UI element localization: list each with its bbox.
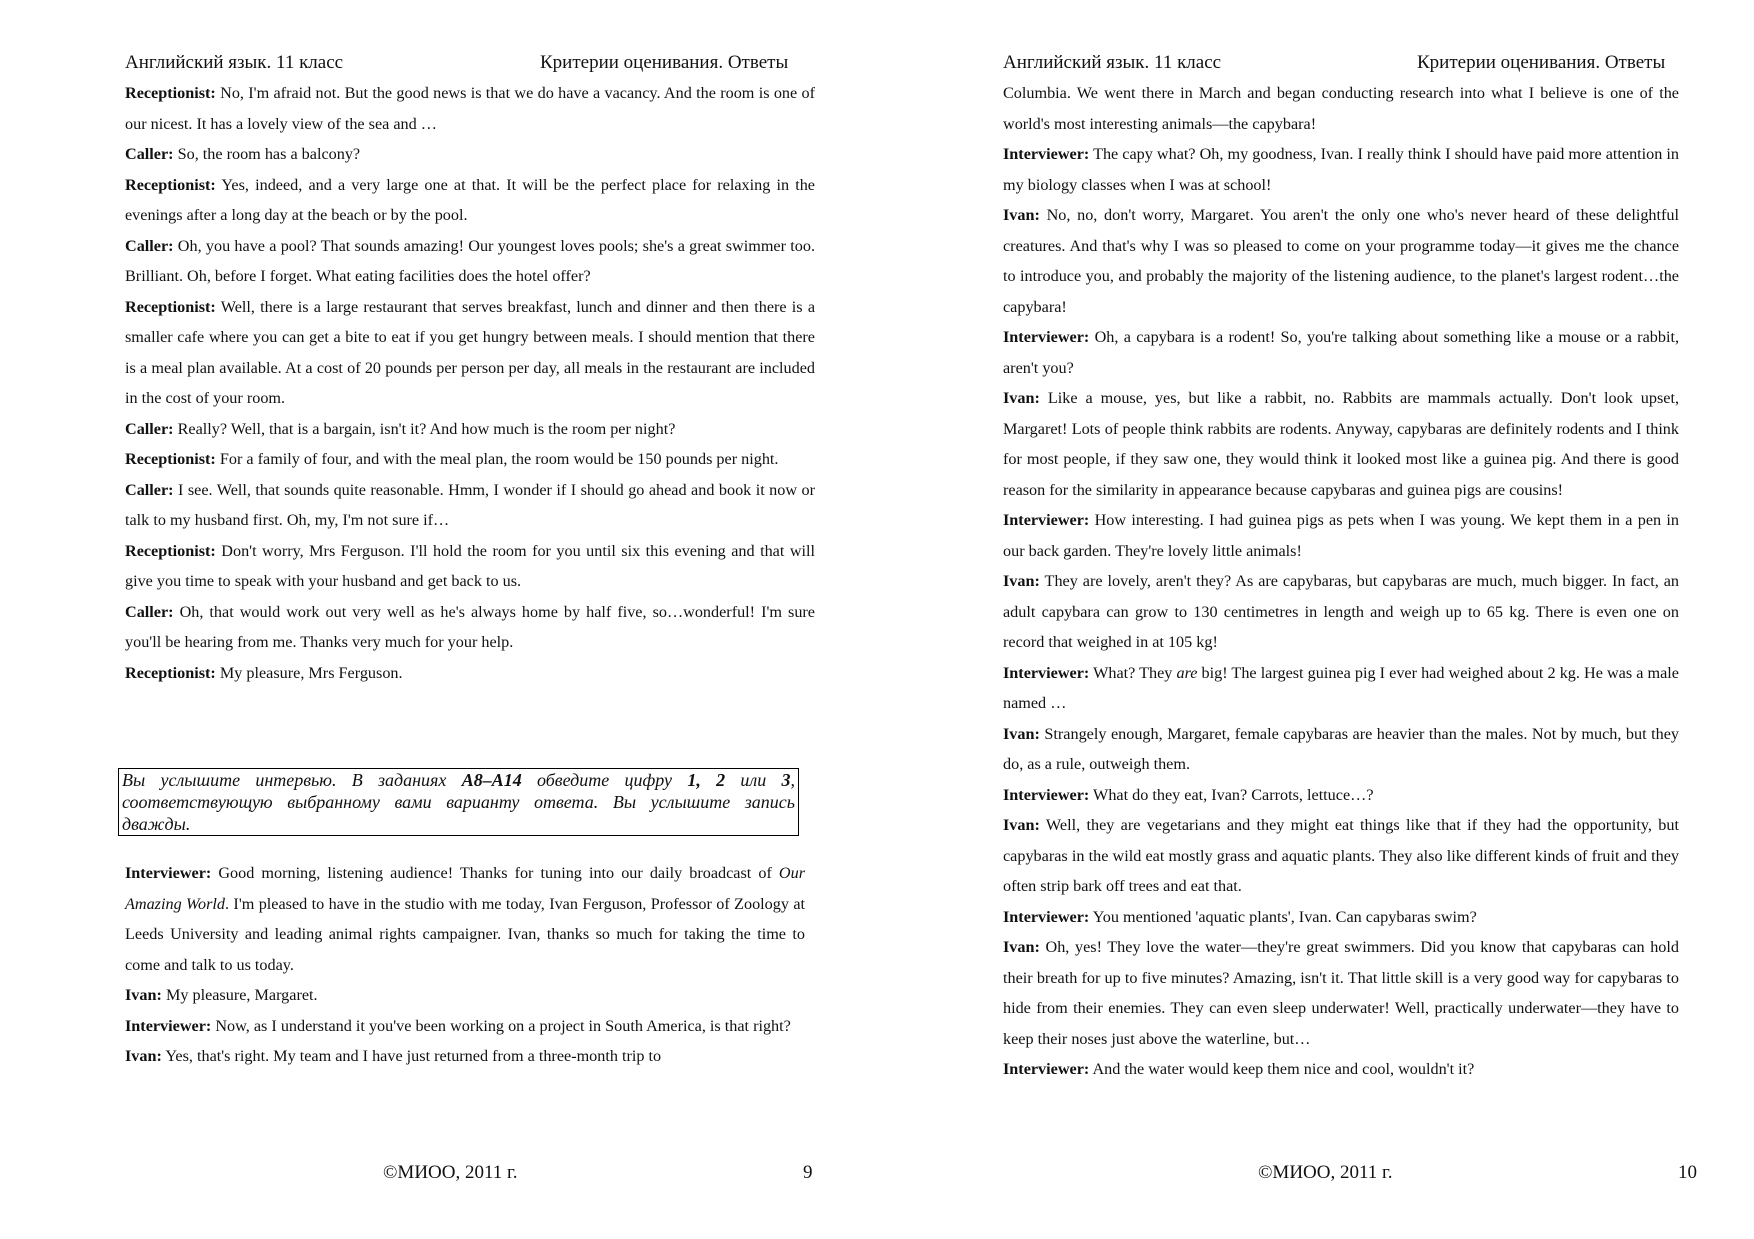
- speaker-label: Ivan:: [1003, 724, 1040, 743]
- speaker-label: Interviewer:: [125, 1016, 212, 1035]
- speaker-label: Interviewer:: [1003, 1060, 1090, 1078]
- speaker-label: Caller:: [125, 480, 174, 499]
- dialogue-text: Well, there is a large restaurant that serves breakfast, lunch and dinner and then there is a smaller cafe where you can get a bite to eat if you get hungry between meals. I should mention that there is a meal plan available. At a cost of 20 pounds per person per day, all meals in the restaurant are included in the cost of your room.: [125, 297, 815, 407]
- dialogue-text: Strangely enough, Margaret, female capybaras are heavier than the males. Not by much, but they do, as a rule, outweigh them.: [1003, 724, 1679, 773]
- dialogue-line: [125, 536, 815, 597]
- dialogue-text: So, the room has a balcony?: [173, 145, 361, 163]
- dialogue-text: Good morning, listening audience! Thanks for tuning into our daily broadcast of: [211, 864, 779, 882]
- page-header-subject: Английский язык. 11 класс: [1003, 52, 1222, 73]
- speaker-label: Ivan:: [1003, 938, 1040, 956]
- dialogue-line: [125, 1041, 805, 1072]
- dialogue-line: [1003, 1054, 1679, 1085]
- dialogue-line: [125, 980, 805, 1011]
- dialogue-line: [1003, 658, 1679, 719]
- dialogue-line: [125, 475, 815, 536]
- dialogue-line: [125, 414, 815, 445]
- speaker-label: Ivan:: [1003, 572, 1040, 590]
- dialogue-text: Oh, yes! They love the water—they're great swimmers. Did you know that capybaras can hold their breath for up to five minutes? Amazing, isn't it. That little skill is a very good way for capybaras to hide from their enemies. They can even sleep underwater! Well, practically underwater—they have to keep their noses just above the waterline, but…: [1003, 938, 1679, 1048]
- dialogue-text: Oh, you have a pool? That sounds amazing! Our youngest loves pools; she's a great swimmer too. Brilliant. Oh, before I forget. What eating facilities does the hotel offer?: [125, 236, 815, 285]
- speaker-label: Ivan:: [1003, 816, 1040, 834]
- dialogue-line: [1003, 566, 1679, 658]
- dialogue-line: [125, 170, 815, 231]
- speaker-label: Receptionist:: [125, 663, 216, 682]
- dialogue-line: [125, 1011, 805, 1042]
- dialogue-text: Well, they are vegetarians and they might eat things like that if they had the opportunity, but capybaras in the wild eat mostly grass and aquatic plants. They also like different kinds of fruit and they often strip bark off trees and eat that.: [1003, 816, 1679, 895]
- right-page: [877, 0, 1754, 1239]
- dialogue-text: Like a mouse, yes, but like a rabbit, no. Rabbits are mammals actually. Don't look upset, Margaret! Lots of people think rabbits are rodents. Anyway, capybaras are definitely rodents and I think for most people, if they saw one, they would think it looked most like a guinea pig. And there is good reason for the similarity in appearance because capybaras and guinea pigs are cousins!: [1003, 389, 1679, 499]
- speaker-label: Ivan:: [125, 986, 162, 1004]
- page-number: 9: [803, 1162, 813, 1183]
- dialogue-hotel-call: [125, 78, 815, 688]
- footer-copyright: ©МИОО, 2011 г.: [383, 1162, 518, 1183]
- continuation-text: Columbia. We went there in March and began conducting research into what I believe is one of the world's most interesting animals—the capybara!: [1003, 84, 1679, 133]
- dialogue-text: big! The largest guinea pig I ever had weighed about 2 kg. He was a male named …: [1003, 663, 1679, 712]
- speaker-label: Caller:: [125, 602, 174, 621]
- dialogue-line: [1003, 505, 1679, 566]
- speaker-label: Interviewer:: [1003, 663, 1090, 682]
- dialogue-text: The capy what? Oh, my goodness, Ivan. I really think I should have paid more attention in my biology classes when I was at school!: [1003, 145, 1679, 194]
- dialogue-text: Now, as I understand it you've been working on a project in South America, is that right?: [211, 1016, 791, 1035]
- speaker-label: Ivan:: [125, 1047, 162, 1065]
- task-separator: или: [725, 770, 782, 790]
- dialogue-interview-start: [125, 858, 805, 1072]
- speaker-label: Receptionist:: [125, 84, 216, 102]
- dialogue-text: What? They: [1089, 663, 1177, 682]
- speaker-label: Receptionist:: [125, 175, 216, 194]
- dialogue-text: Oh, that would work out very well as he's always home by half five, so…wonderful! I'm sure you'll be hearing from me. Thanks very much for your help.: [125, 602, 815, 651]
- task-instruction-box: [118, 768, 799, 836]
- dialogue-line: [125, 231, 815, 292]
- dialogue-line: [125, 858, 805, 980]
- task-range: A8–A14: [461, 770, 522, 790]
- speaker-label: Ivan:: [1003, 389, 1040, 407]
- dialogue-line: [125, 444, 815, 475]
- page-header-section: Критерии оценивания. Ответы: [1417, 52, 1666, 73]
- dialogue-text: They are lovely, aren't they? As are capybaras, but capybaras are much, much bigger. In fact, an adult capybara can grow to 130 centimetres in length and weigh up to 65 kg. There is even one on record that weighed in at 105 kg!: [1003, 572, 1679, 651]
- speaker-label: Receptionist:: [125, 297, 216, 316]
- dialogue-line: [1003, 139, 1679, 200]
- dialogue-line: [125, 78, 815, 139]
- dialogue-line: [1003, 902, 1679, 933]
- speaker-label: Ivan:: [1003, 206, 1040, 224]
- page-header-subject: Английский язык. 11 класс: [125, 52, 344, 73]
- dialogue-line: [1003, 719, 1679, 780]
- page-header-section: Критерии оценивания. Ответы: [540, 52, 789, 73]
- dialogue-text: No, no, don't worry, Margaret. You aren't the only one who's never heard of these delightful creatures. And that's why I was so pleased to come on your programme today—it gives me the chance to introduce you, and probably the majority of the listening audience, to the planet's largest rodent…the capybara!: [1003, 206, 1679, 316]
- dialogue-line: [1003, 200, 1679, 322]
- dialogue-line: [125, 292, 815, 414]
- task-text: Вы услышите интервью. В заданиях: [122, 770, 462, 790]
- speaker-label: Interviewer:: [1003, 145, 1090, 163]
- dialogue-text: I see. Well, that sounds quite reasonable. Hmm, I wonder if I should go ahead and book it now or talk to my husband first. Oh, my, I'm not sure if…: [125, 480, 815, 529]
- dialogue-line: [125, 597, 815, 658]
- dialogue-line: [1003, 383, 1679, 505]
- speaker-label: Interviewer:: [1003, 511, 1090, 529]
- dialogue-line: [1003, 932, 1679, 1054]
- dialogue-text: . I'm pleased to have in the studio with me today, Ivan Ferguson, Professor of Zoology at Leeds University and leading animal rights campaigner. Ivan, thanks so much for taking the time to come and talk to us today.: [125, 894, 805, 974]
- task-text: , соответствующую выбранному вами варианту ответа. Вы услышите запись дважды.: [122, 770, 796, 834]
- dialogue-text: No, I'm afraid not. But the good news is that we do have a vacancy. And the room is one of our nicest. It has a lovely view of the sea and …: [125, 84, 815, 133]
- speaker-label: Caller:: [125, 236, 174, 255]
- dialogue-line: [1003, 810, 1679, 902]
- task-text: обведите цифру: [521, 770, 688, 790]
- footer-copyright: ©МИОО, 2011 г.: [1258, 1162, 1393, 1183]
- dialogue-text: My pleasure, Mrs Ferguson.: [215, 663, 403, 682]
- speaker-label: Receptionist:: [125, 450, 216, 468]
- speaker-label: Caller:: [125, 145, 174, 163]
- dialogue-text: You mentioned 'aquatic plants', Ivan. Can capybaras swim?: [1089, 907, 1477, 926]
- task-option-number: 3: [781, 770, 791, 790]
- dialogue-text: How interesting. I had guinea pigs as pets when I was young. We kept them in a pen in our back garden. They're lovely little animals!: [1003, 511, 1679, 560]
- dialogue-text: Don't worry, Mrs Ferguson. I'll hold the room for you until six this evening and that will give you time to speak with your husband and get back to us.: [125, 541, 815, 590]
- task-option-number: 1: [687, 770, 697, 790]
- dialogue-line: [125, 658, 815, 689]
- dialogue-text: Yes, that's right. My team and I have just returned from a three-month trip to: [161, 1047, 662, 1065]
- dialogue-text: Yes, indeed, and a very large one at that. It will be the perfect place for relaxing in the evenings after a long day at the beach or by the pool.: [125, 175, 815, 224]
- dialogue-line: [125, 139, 815, 170]
- speaker-label: Interviewer:: [1003, 785, 1090, 804]
- speaker-label: Interviewer:: [1003, 907, 1090, 926]
- dialogue-text: For a family of four, and with the meal plan, the room would be 150 pounds per night.: [215, 450, 779, 468]
- task-separator: ,: [696, 770, 717, 790]
- dialogue-text: My pleasure, Margaret.: [161, 986, 318, 1004]
- page-number: 10: [1678, 1162, 1697, 1183]
- speaker-label: Interviewer:: [1003, 328, 1090, 346]
- dialogue-text: What do they eat, Ivan? Carrots, lettuce…?: [1089, 785, 1374, 804]
- speaker-label: Caller:: [125, 419, 174, 438]
- emphasis-text: are: [1176, 663, 1198, 682]
- speaker-label: Receptionist:: [125, 541, 216, 560]
- speaker-label: Interviewer:: [125, 864, 212, 882]
- dialogue-line: [1003, 780, 1679, 811]
- programme-title: Our Amazing World: [125, 864, 805, 913]
- dialogue-text: And the water would keep them nice and cool, wouldn't it?: [1089, 1060, 1475, 1078]
- dialogue-text: Oh, a capybara is a rodent! So, you're talking about something like a mouse or a rabbit, aren't you?: [1003, 328, 1679, 377]
- dialogue-interview-continued: [1003, 78, 1679, 1085]
- task-option-number: 2: [716, 770, 726, 790]
- dialogue-line: [1003, 322, 1679, 383]
- dialogue-text: Really? Well, that is a bargain, isn't it? And how much is the room per night?: [173, 419, 676, 438]
